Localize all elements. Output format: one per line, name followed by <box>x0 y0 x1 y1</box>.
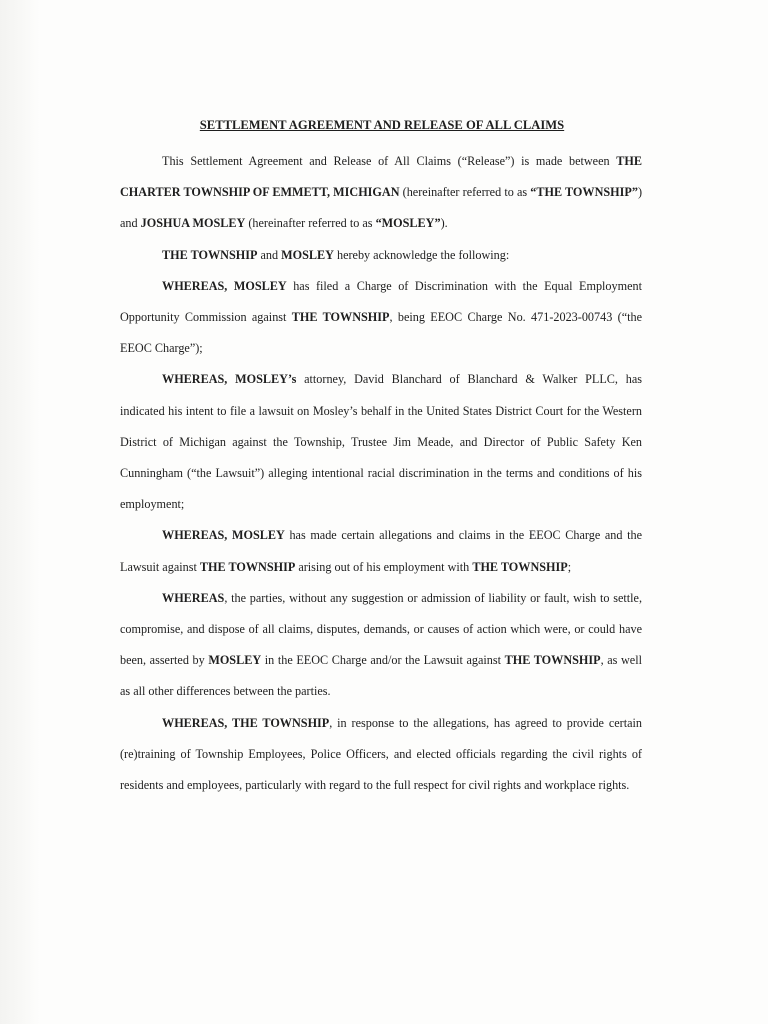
p2-text-2: hereby acknowledge the following: <box>333 247 510 262</box>
p1-text-5: ). <box>440 216 448 231</box>
p2-bold-1: THE TOWNSHIP <box>162 247 258 262</box>
p3-text-1: has filed a Charge of Discrimination with the Equal Employment Opportunity Commission against <box>120 278 642 325</box>
paragraph-whereas-settle <box>120 583 642 708</box>
p3-text-2: , being EEOC Charge No. 471-2023-00743 (“the EEOC Charge”); <box>120 310 642 356</box>
p5-bold-1: WHEREAS, MOSLEY <box>162 528 285 543</box>
p4-bold-1: WHEREAS, MOSLEY’s <box>162 372 297 387</box>
p1-text-1: This Settlement Agreement and Release of All Claims (“Release”) is made between <box>162 154 617 168</box>
document-title: SETTLEMENT AGREEMENT AND RELEASE OF ALL CLAIMS <box>199 118 565 132</box>
p6-text-3: , as well as all other differences between the parties. <box>120 653 642 699</box>
p2-bold-2: MOSLEY <box>281 247 334 262</box>
p5-bold-3: THE TOWNSHIP <box>472 559 568 574</box>
p3-bold-2: THE TOWNSHIP <box>291 310 390 325</box>
p2-text-1: and <box>257 247 282 262</box>
p6-bold-3: THE TOWNSHIP <box>504 653 601 668</box>
p6-bold-1: WHEREAS <box>162 590 225 605</box>
p6-bold-2: MOSLEY <box>208 653 262 668</box>
paragraph-whereas-eeoc <box>120 271 642 365</box>
p1-bold-township-name: THE CHARTER TOWNSHIP OF EMMETT, MICHIGAN <box>120 154 642 200</box>
p5-text-2: arising out of his employment with <box>295 559 473 574</box>
p1-text-2: (hereinafter referred to as <box>399 185 531 200</box>
p1-text-3: ) and <box>120 185 642 231</box>
p1-bold-joshua-mosley: JOSHUA MOSLEY <box>140 216 246 231</box>
p6-text-1: , the parties, without any suggestion or admission of liability or fault, wish to settle, compromise, and dispose of all claims, disputes, demands, or causes of action which were, or could have been, asserted by <box>120 590 642 668</box>
p5-text-3: ; <box>567 559 572 574</box>
p7-text-1: , in response to the allegations, has agreed to provide certain (re)training of Township Employees, Police Officers, and elected officials regarding the civil rights of residents and employees, particularly with regard to the full respect for civil rights and workplace rights. <box>120 715 642 793</box>
p1-text-4: (hereinafter referred to as <box>245 216 376 231</box>
p6-text-2: in the EEOC Charge and/or the Lawsuit against <box>261 653 505 668</box>
paragraph-whereas-training <box>120 708 642 802</box>
p5-text-1: has made certain allegations and claims in the EEOC Charge and the Lawsuit against <box>120 528 642 574</box>
p7-bold-1: WHEREAS, THE TOWNSHIP <box>162 715 330 730</box>
paragraph-whereas-lawsuit <box>120 364 642 520</box>
p1-bold-mosley: “MOSLEY” <box>375 216 441 231</box>
paragraph-parties <box>120 146 642 240</box>
p4-text-1: attorney, David Blanchard of Blanchard & Walker PLLC, has indicated his intent to file a lawsuit on Mosley’s behalf in the United States District Court for the Western District of Michigan against the Township, Trustee Jim Meade, and Director of Public Safety Ken Cunningham (“the Lawsuit”) alleging intentional racial discrimination in the terms and conditions of his employment; <box>120 372 642 512</box>
document-body <box>120 146 642 801</box>
paragraph-whereas-allegations <box>120 520 642 582</box>
p3-bold-1: WHEREAS, MOSLEY <box>162 278 287 293</box>
p1-bold-the-township: “THE TOWNSHIP” <box>530 185 638 200</box>
p5-bold-2: THE TOWNSHIP <box>199 559 296 574</box>
paragraph-acknowledge <box>120 240 642 271</box>
